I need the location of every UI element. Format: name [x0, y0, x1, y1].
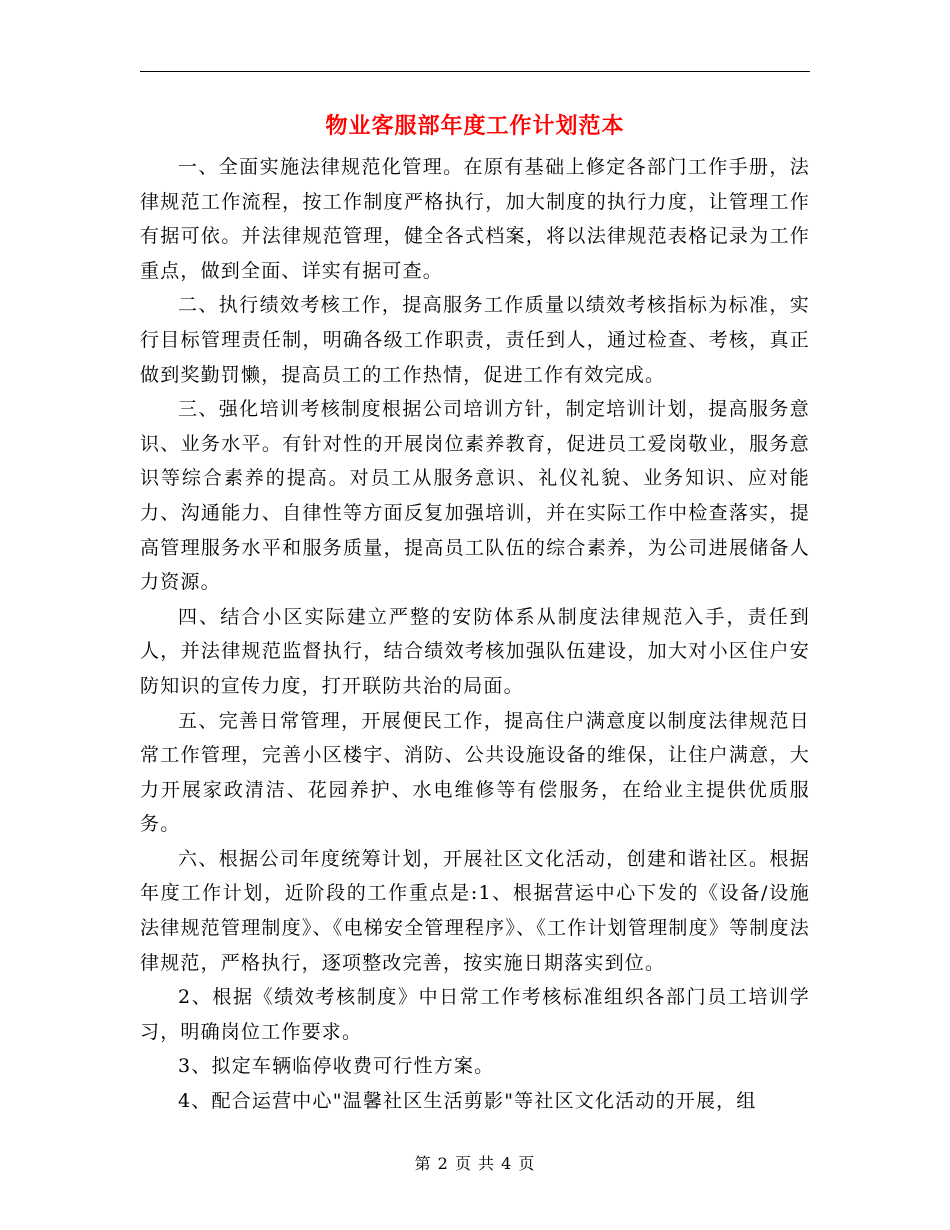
paragraph-8: 3、拟定车辆临停收费可行性方案。	[178, 1055, 495, 1078]
paragraph-5: 五、完善日常管理，开展便民工作，提高住户满意度以制度法律规范日常工作管理，完善小区楼宇、消防、公共设施设备的维保，让住户满意，大力开展家政清洁、花园养护、水电维修等有偿服务，在给业主提供优质服务。	[140, 709, 810, 836]
paragraph-6: 六、根据公司年度统筹计划，开展社区文化活动，创建和谐社区。根据年度工作计划，近阶段的工作重点是:1、根据营运中心下发的《设备/设施法律规范管理制度》、《电梯安全管理程序》、《工作计划管理制度》等制度法律规范，严格执行，逐项整改完善，按实施日期落实到位。	[140, 847, 810, 974]
document-title: 物业客服部年度工作计划范本	[325, 113, 625, 139]
document-body	[140, 150, 810, 1119]
page-number: 第 2 页 共 4 页	[414, 1154, 536, 1173]
paragraph-3: 三、强化培训考核制度根据公司培训方针，制定培训计划，提高服务意识、业务水平。有针对性的开展岗位素养教育，促进员工爱岗敬业，服务意识等综合素养的提高。对员工从服务意识、礼仪礼貌、业务知识、应对能力、沟通能力、自律性等方面反复加强培训，并在实际工作中检查落实，提高管理服务水平和服务质量，提高员工队伍的综合素养，为公司进展储备人力资源。	[140, 398, 810, 594]
header-rule	[140, 71, 810, 72]
paragraph-2: 二、执行绩效考核工作，提高服务工作质量以绩效考核指标为标准，实行目标管理责任制，明确各级工作职责，责任到人，通过检查、考核，真正做到奖勤罚懒，提高员工的工作热情，促进工作有效完成。	[140, 294, 810, 386]
paragraph-7: 2、根据《绩效考核制度》中日常工作考核标准组织各部门员工培训学习，明确岗位工作要求。	[140, 986, 810, 1043]
paragraph-4: 四、结合小区实际建立严整的安防体系从制度法律规范入手，责任到人，并法律规范监督执行，结合绩效考核加强队伍建设，加大对小区住户安防知识的宣传力度，打开联防共治的局面。	[140, 605, 810, 697]
paragraph-9: 4、配合运营中心"温馨社区生活剪影"等社区文化活动的开展，组	[178, 1090, 757, 1113]
paragraph-1: 一、全面实施法律规范化管理。在原有基础上修定各部门工作手册，法律规范工作流程，按工作制度严格执行，加大制度的执行力度，让管理工作有据可依。并法律规范管理，健全各式档案，将以法律规范表格记录为工作重点，做到全面、详实有据可查。	[140, 156, 810, 282]
